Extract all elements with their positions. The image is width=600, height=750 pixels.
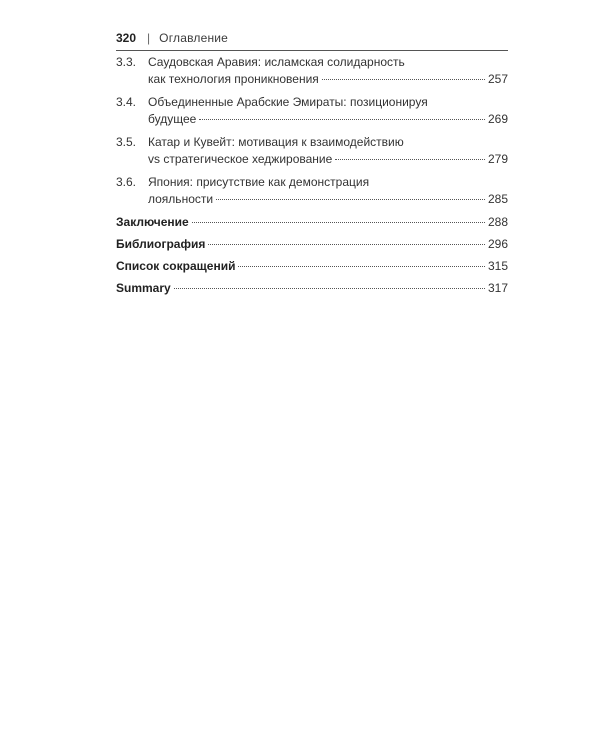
leader-dots <box>199 118 485 120</box>
leader-dots <box>216 198 485 200</box>
leader-dots <box>322 78 485 80</box>
toc-entry-number: 3.3. <box>116 55 137 69</box>
toc-entry-page: 315 <box>487 259 508 273</box>
toc-entry-abbreviations[interactable] <box>116 258 508 275</box>
leader-dots <box>192 221 485 223</box>
toc-entry-page: 288 <box>487 215 508 229</box>
leader-dots <box>208 243 485 245</box>
toc-entry-page: 285 <box>487 192 508 206</box>
toc-entry-conclusion[interactable] <box>116 214 508 231</box>
toc-entry-number: 3.6. <box>116 175 137 189</box>
toc-entry-page: 257 <box>487 72 508 86</box>
toc-entry-line2: лояльности <box>148 192 214 206</box>
toc-entry-summary[interactable] <box>116 280 508 297</box>
toc-entry-3-3[interactable] <box>116 54 508 88</box>
leader-dots <box>238 265 485 267</box>
header-title: Оглавление <box>159 31 229 45</box>
toc-entry-number: 3.5. <box>116 135 137 149</box>
toc-entry-line2: vs стратегическое хеджирование <box>148 152 333 166</box>
page-number: 320 <box>116 31 137 45</box>
toc-entry-label: Список сокращений <box>116 259 236 273</box>
table-of-contents <box>116 54 508 302</box>
toc-entry-line1: Объединенные Арабские Эмираты: позиционируя <box>148 95 428 109</box>
header-separator: | <box>147 31 151 45</box>
toc-entry-line1: Япония: присутствие как демонстрация <box>148 175 370 189</box>
toc-entry-line2: будущее <box>148 112 197 126</box>
toc-entry-bibliography[interactable] <box>116 236 508 253</box>
toc-entry-page: 279 <box>487 152 508 166</box>
toc-entry-3-6[interactable] <box>116 174 508 208</box>
toc-entry-line1: Саудовская Аравия: исламская солидарность <box>148 55 405 69</box>
leader-dots <box>335 158 485 160</box>
toc-entry-line1: Катар и Кувейт: мотивация к взаимодействию <box>148 135 404 149</box>
toc-entry-label: Заключение <box>116 215 189 229</box>
toc-entry-line2: как технология проникновения <box>148 72 319 86</box>
toc-entry-page: 317 <box>487 281 508 295</box>
leader-dots <box>174 287 485 289</box>
running-header <box>116 30 508 51</box>
toc-entry-3-4[interactable] <box>116 94 508 128</box>
toc-entry-3-5[interactable] <box>116 134 508 168</box>
toc-entry-label: Библиография <box>116 237 206 251</box>
toc-entry-number: 3.4. <box>116 95 137 109</box>
toc-entry-label: Summary <box>116 281 171 295</box>
toc-entry-page: 269 <box>487 112 508 126</box>
toc-entry-page: 296 <box>487 237 508 251</box>
